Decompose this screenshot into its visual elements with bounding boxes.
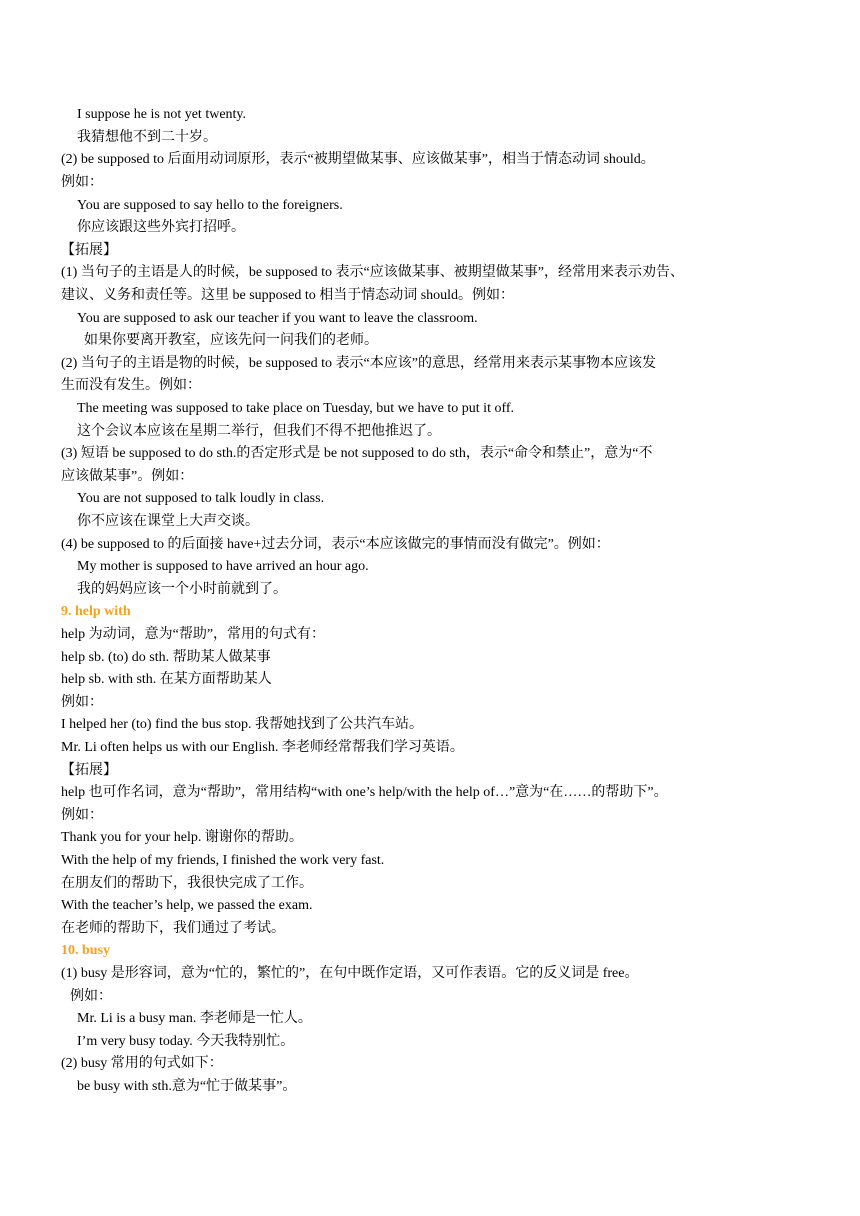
example-sentence-en: My mother is supposed to have arrived an hour ago.	[77, 559, 369, 574]
example-sentence-zh: 我猜想他不到二十岁。	[77, 130, 217, 145]
example-sentence-zh: 你不应该在课堂上大声交谈。	[77, 514, 259, 529]
paragraph-line: (2) be supposed to 后面用动词原形，表示“被期望做某事、应该做某事”，相当于情态动词 should。	[61, 152, 655, 167]
paragraph-line: 建议、义务和责任等。这里 be supposed to 相当于情态动词 should。例如：	[61, 288, 515, 303]
paragraph-line: (2) 当句子的主语是物的时候，be supposed to 表示“本应该”的意思，经常用来表示某事物本应该发	[61, 356, 656, 371]
paragraph-line: (1) 当句子的主语是人的时候，be supposed to 表示“应该做某事、被期望做某事”，经常用来表示劝告、	[61, 265, 684, 280]
example-sentence-zh: 你应该跟这些外宾打招呼。	[77, 220, 245, 235]
paragraph-line: 应该做某事”。例如：	[61, 469, 194, 484]
example-sentence: With the teacher’s help, we passed the exam.	[61, 898, 313, 913]
paragraph-line: help 为动词，意为“帮助”，常用的句式有：	[61, 627, 326, 642]
example-sentence: Mr. Li is a busy man. 李老师是一忙人。	[77, 1011, 312, 1026]
example-sentence: I’m very busy today. 今天我特别忙。	[77, 1034, 295, 1049]
paragraph-line: 生而没有发生。例如：	[61, 378, 201, 393]
example-sentence-en: You are supposed to ask our teacher if you want to leave the classroom.	[77, 311, 478, 326]
section-heading-help-with: 9. help with	[61, 604, 131, 619]
paragraph-line: (3) 短语 be supposed to do sth.的否定形式是 be not supposed to do sth，表示“命令和禁止”，意为“不	[61, 446, 653, 461]
example-sentence-en: I suppose he is not yet twenty.	[77, 107, 247, 122]
example-sentence-en: You are not supposed to talk loudly in class.	[77, 491, 325, 506]
pattern-line: help sb. with sth. 在某方面帮助某人	[61, 672, 272, 687]
paragraph-line: (1) busy 是形容词，意为“忙的，繁忙的”，在句中既作定语，又可作表语。它的反义词是 free。	[61, 966, 639, 981]
extension-label: 【拓展】	[61, 763, 117, 778]
example-sentence-en: You are supposed to say hello to the foreigners.	[77, 198, 343, 213]
example-sentence-en: The meeting was supposed to take place on Tuesday, but we have to put it off.	[77, 401, 515, 416]
example-label: 例如：	[70, 989, 112, 1004]
example-label: 例如：	[61, 808, 103, 823]
example-sentence: 在老师的帮助下，我们通过了考试。	[61, 921, 285, 936]
example-sentence: Mr. Li often helps us with our English. 李老师经常帮我们学习英语。	[61, 740, 464, 755]
example-sentence: Thank you for your help. 谢谢你的帮助。	[61, 830, 303, 845]
example-sentence-zh: 如果你要离开教室，应该先问一问我们的老师。	[84, 333, 378, 348]
pattern-line: help sb. (to) do sth. 帮助某人做某事	[61, 650, 271, 665]
example-sentence: 在朋友们的帮助下，我很快完成了工作。	[61, 876, 313, 891]
paragraph-line: (2) busy 常用的句式如下：	[61, 1056, 223, 1071]
example-sentence: With the help of my friends, I finished the work very fast.	[61, 853, 385, 868]
paragraph-line: help 也可作名词，意为“帮助”，常用结构“with one’s help/with the help of…”意为“在……的帮助下”。	[61, 785, 668, 800]
section-heading-busy: 10. busy	[61, 943, 111, 958]
example-label: 例如：	[61, 175, 103, 190]
example-sentence-zh: 我的妈妈应该一个小时前就到了。	[77, 582, 287, 597]
pattern-line: be busy with sth.意为“忙于做某事”。	[77, 1079, 297, 1094]
example-label: 例如：	[61, 695, 103, 710]
example-sentence: I helped her (to) find the bus stop. 我帮她找到了公共汽车站。	[61, 717, 424, 732]
example-sentence-zh: 这个会议本应该在星期二举行，但我们不得不把他推迟了。	[77, 424, 441, 439]
extension-label: 【拓展】	[61, 243, 117, 258]
paragraph-line: (4) be supposed to 的后面接 have+过去分词，表示“本应该做完的事情而没有做完”。例如：	[61, 537, 610, 552]
